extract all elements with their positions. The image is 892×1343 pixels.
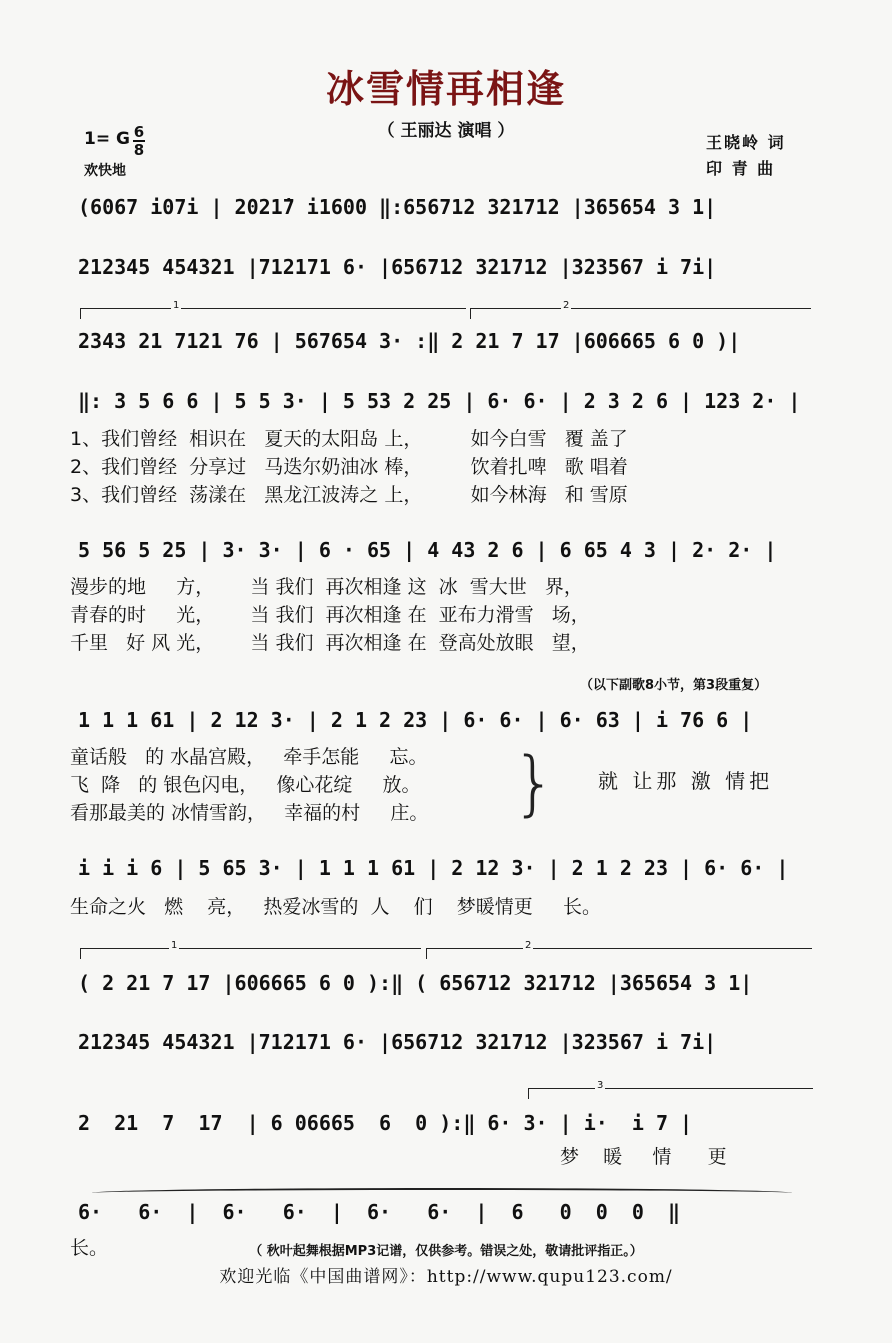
song-title: 冰雪情再相逢	[325, 67, 566, 111]
score-row-3: 2343 21 7121 76 | 567654 3· :‖ 2 21 7 17 |606665 6 0 )|	[78, 329, 741, 353]
key-signature: 1= G	[84, 129, 130, 149]
time-signature-top: 6	[133, 123, 145, 141]
volta-bracket-4: 2	[426, 948, 812, 959]
last-lyric: 长。	[70, 1237, 109, 1259]
score-row-4: ‖: 3 5 6 6 | 5 5 3· | 5 53 2 25 | 6· 6· | 2 3 2 6 | 123 2· |	[78, 389, 801, 413]
score-row-9: 212345 454321 |712171 6· |656712 321712 |323567 i 7i|	[78, 1030, 717, 1054]
score-row-10: 2 21 7 17 | 6 06665 6 0 ):‖ 6· 3· | i· i 7 |	[78, 1111, 693, 1135]
verse-lyric-3: 3、我们曾经 荡漾在 黑龙江波涛之 上， 如今林海 和 雪原	[70, 484, 628, 506]
score-row-6: 1 1 1 61 | 2 12 3· | 2 1 2 23 | 6· 6· | 6· 63 | i 76 6 |	[78, 708, 753, 732]
lyricist-credit: 王晓岭 词	[706, 133, 786, 152]
verse-brace: }	[512, 742, 557, 824]
verse2-lyric-1: 漫步的地 方， 当 我们 再次相逢 这 冰 雪大世 界，	[70, 576, 583, 598]
volta-bracket-3: 1	[80, 948, 421, 959]
verse2-lyric-3: 千里 好 风 光， 当 我们 再次相逢 在 登高处放眼 望，	[70, 632, 590, 654]
verse3-lyric-3: 看那最美的 冰情雪韵， 幸福的村 庄。	[70, 802, 429, 824]
score-row-5: 5 56 5 25 | 3· 3· | 6 · 65 | 4 43 2 6 | 6 65 4 3 | 2· 2· |	[78, 538, 777, 562]
ending-lyric: 梦 暖 情 更	[560, 1146, 727, 1168]
verse3-lyric-2: 飞 降 的 银色闪电， 像心花绽 放。	[70, 774, 421, 796]
singer-subtitle: （ 王丽达 演唱 ）	[377, 121, 515, 141]
site-footer: 欢迎光临《中国曲谱网》：http://www.qupu123.com/	[219, 1267, 673, 1287]
verse2-lyric-2: 青春的时 光， 当 我们 再次相逢 在 亚布力滑雪 场，	[70, 604, 590, 626]
score-row-1: (6067 i07i | 2021̇7 i1600 ‖:656712 321712 |365654 3 1|	[78, 195, 717, 219]
score-row-2: 212345 454321 |712171 6· |656712 321712 |323567 i 7i|	[78, 255, 717, 279]
score-row-8: ( 2 21 7 17 |606665 6 0 ):‖ ( 656712 321712 |365654 3 1|	[78, 971, 753, 995]
chorus-right-lyric: 就 让那 激 情把	[598, 769, 774, 793]
time-signature-bottom: 8	[133, 141, 145, 159]
verse3-lyric-1: 童话般 的 水晶宫殿， 牵手怎能 忘。	[70, 746, 428, 768]
volta-bracket-5: 3	[528, 1088, 813, 1099]
score-row-7: i i i 6 | 5 65 3· | 1 1 1 61 | 2 12 3· | 2 1 2 23 | 6· 6· |	[78, 856, 789, 880]
verse-lyric-1: 1、我们曾经 相识在 夏天的太阳岛 上， 如今白雪 覆 盖了	[70, 428, 628, 450]
chorus-note: （以下副歌8小节，第3段重复）	[580, 678, 768, 693]
score-row-11: 6· 6· | 6· 6· | 6· 6· | 6 0 0 0 ‖	[78, 1200, 681, 1224]
volta-bracket-2: 2	[470, 308, 811, 319]
chorus-lyric: 生命之火 燃 亮， 热爱冰雪的 人 们 梦暖情更 长。	[70, 896, 601, 918]
composer-credit: 印 青 曲	[706, 159, 776, 178]
volta-bracket-1: 1	[80, 308, 466, 319]
transcription-note: （ 秋叶起舞根据MP3记谱，仅供参考。错误之处，敬请批评指正。）	[249, 1244, 643, 1259]
time-signature	[133, 124, 145, 158]
tempo-marking: 欢快地	[84, 163, 126, 179]
verse-lyric-2: 2、我们曾经 分享过 马迭尔奶油冰 棒， 饮着扎啤 歌 唱着	[70, 456, 628, 478]
